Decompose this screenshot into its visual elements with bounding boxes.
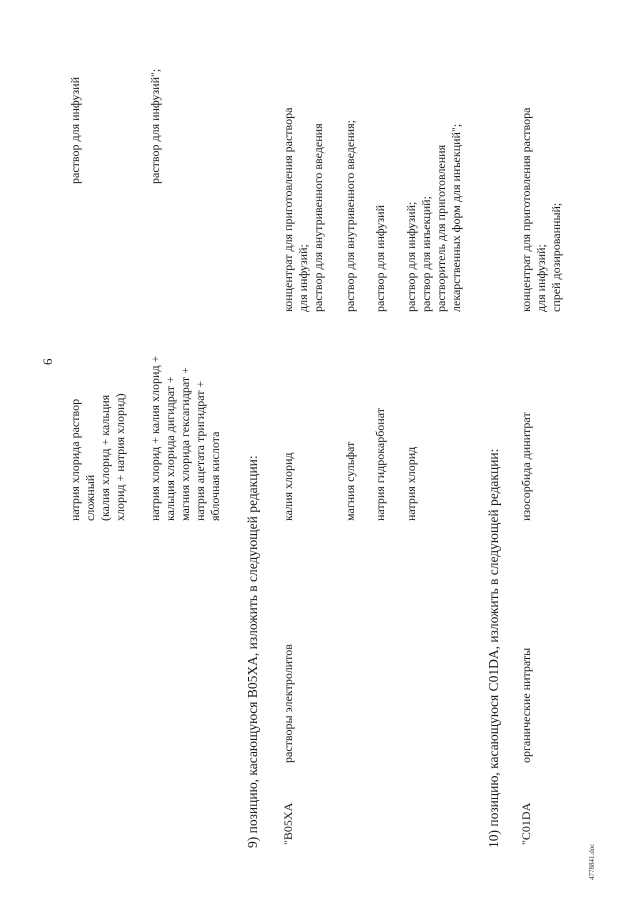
drug-kalia-chlorid: калия хлорид [281,452,295,521]
page-number: 6 [40,358,55,365]
section-9-group: растворы электролитов [281,644,295,763]
section-10-code: "C01DA [519,802,533,845]
drug-magnia-sulfat: магния сульфат [343,441,357,521]
section-9-intro: 9) позицию, касающуюся B05XA, изложить в следующей редакции: [245,455,260,848]
forms-natria-chlorid: раствор для инфузий; раствор для инъекций; растворитель для приготовления лекарственных форм для инъекций"; [404,123,463,312]
form-cell-1: раствор для инфузий [68,77,82,184]
drug-natria-gidrokarbonat: натрия гидрокарбонат [373,408,387,521]
forms-natria-gidrokarbonat: раствор для инфузий [373,205,387,312]
drug-natria-chlorid: натрия хлорид [404,446,418,521]
section-10-intro: 10) позицию, касающуюся C01DA, изложить в следующей редакции: [486,448,501,848]
composition-cell-2: натрия хлорид + калия хлорид + кальция хлорида дигидрат + магния хлорида гексагидрат + натрия ацетата тригидрат + яблочная кислота [148,355,222,521]
file-footer: 4778841.doc [588,843,596,880]
forms-izosorbida-dinitrat: концентрат для приготовления раствора для инфузий; спрей дозированный; [519,107,563,312]
composition-cell-1: натрия хлорида раствор сложный (калия хлорид + кальция хлорид + натрия хлорид) [68,393,127,521]
form-cell-2: раствор для инфузий"; [148,68,162,184]
forms-kalia-chlorid: концентрат для приготовления раствора для инфузий; раствор для внутривенного введения [281,107,325,312]
section-10-group: органические нитраты [519,647,533,763]
drug-izosorbida-dinitrat: изосорбида динитрат [519,412,533,521]
forms-magnia-sulfat: раствор для внутривенного введения; [343,120,357,312]
section-9-code: "B05XA [281,802,295,845]
